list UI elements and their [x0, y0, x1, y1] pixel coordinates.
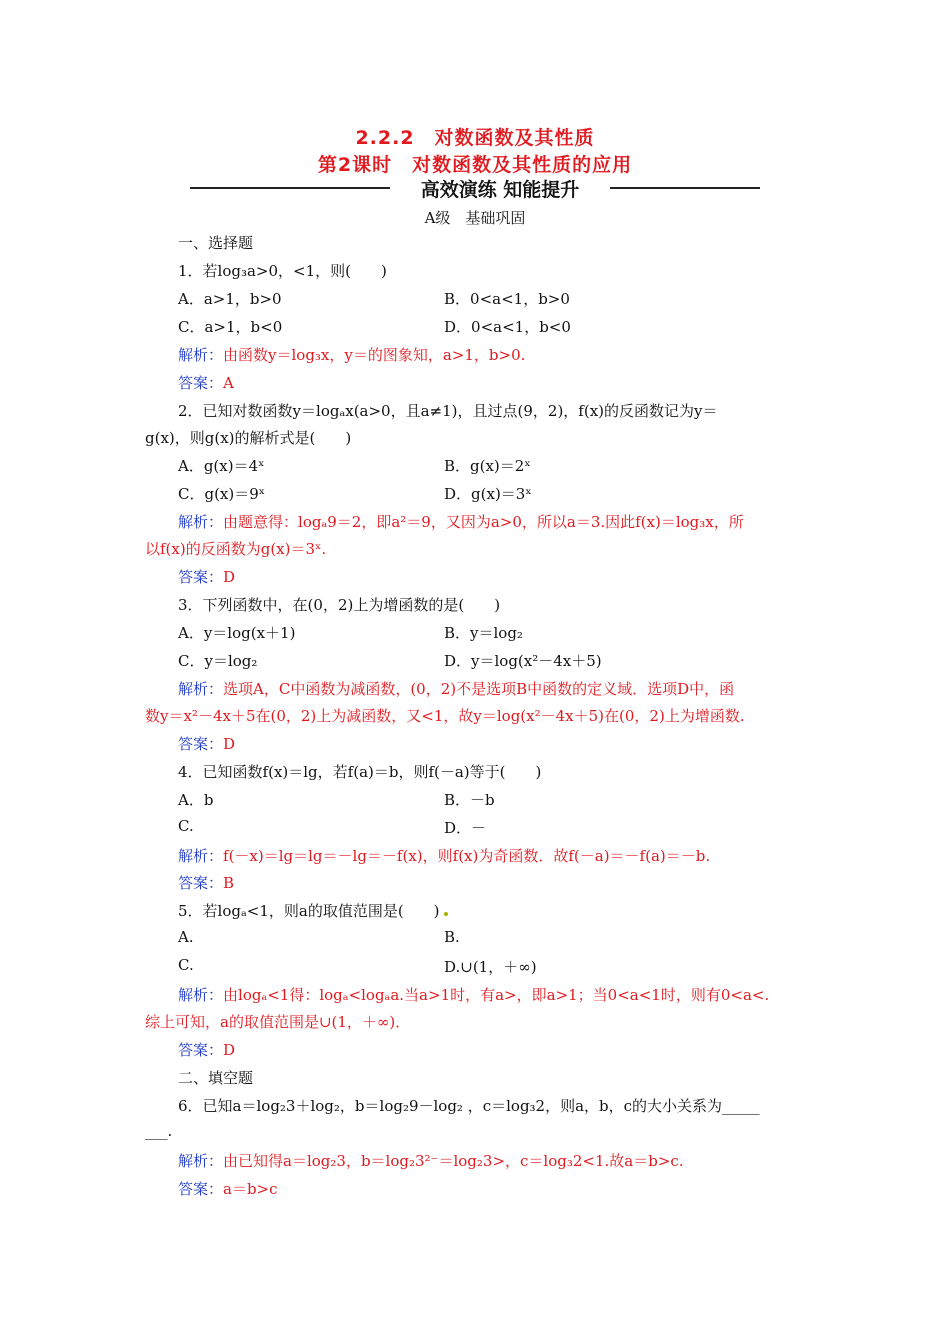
- question-1-analysis: [178, 344, 525, 365]
- question-3-option-a: A．y＝log(x＋1): [178, 624, 296, 642]
- question-2-stem-line-2: g(x)，则g(x)的解析式是( ): [145, 429, 352, 447]
- question-6-analysis: [178, 1150, 684, 1171]
- question-6-answer: [178, 1178, 278, 1199]
- banner-text: 高效演练 知能提升: [420, 179, 580, 201]
- analysis-label: 解析：: [178, 346, 224, 364]
- analysis-label: 解析：: [178, 986, 224, 1004]
- question-6-stem-line-1: 6．已知a＝log₂3＋log₂，b＝log₂9－log₂ ，c＝log₃2，则a，b，c的大小关系为_____: [178, 1097, 760, 1115]
- answer-label: 答案：: [178, 1041, 224, 1059]
- analysis-label: 解析：: [178, 847, 224, 865]
- answer-text: D: [223, 568, 236, 586]
- question-5-analysis-line-1: [178, 984, 769, 1005]
- analysis-text: 由题意得：logₐ9＝2，即a²＝9，又因为a>0，所以a＝3.因此f(x)＝log₃x，所: [223, 513, 744, 531]
- analysis-text: 由函数y＝log₃x，y＝的图象知，a>1，b>0.: [223, 346, 526, 364]
- question-1-option-a: A．a>1，b>0: [178, 290, 282, 308]
- question-2-answer: [178, 566, 235, 587]
- question-5-stem: 5．若logₐ<1，则a的取值范围是( ): [178, 902, 440, 920]
- question-3-answer: [178, 733, 235, 754]
- question-4-stem: 4．已知函数f(x)＝lg，若f(a)＝b，则f(－a)等于( ): [178, 763, 542, 781]
- question-3-option-c: C．y＝log₂: [178, 652, 258, 670]
- answer-label: 答案：: [178, 735, 224, 753]
- answer-text: D: [223, 1041, 236, 1059]
- question-5-option-a: A.: [178, 928, 194, 946]
- title-line-2: 第2课时 对数函数及其性质的应用: [317, 154, 633, 176]
- section-heading-choice: 一、选择题: [178, 234, 254, 252]
- answer-text: a＝b>c: [223, 1180, 278, 1198]
- answer-label: 答案：: [178, 374, 224, 392]
- analysis-text: 选项A，C中函数为减函数，(0，2)不是选项B中函数的定义域．选项D中，函: [223, 680, 735, 698]
- question-5-analysis-line-2: 综上可知，a的取值范围是∪(1，＋∞)．: [145, 1013, 411, 1031]
- question-3-analysis-line-2: 数y＝x²－4x＋5在(0，2)上为减函数，又<1，故y＝log(x²－4x＋5)在(0，2)上为增函数.: [145, 707, 745, 725]
- question-1-answer: [178, 372, 234, 393]
- analysis-label: 解析：: [178, 1152, 224, 1170]
- question-2-stem-line-1: 2．已知对数函数y＝logₐx(a>0，且a≠1)，且过点(9，2)，f(x)的反函数记为y＝: [178, 402, 718, 420]
- banner-left-rule: [190, 187, 390, 189]
- question-2-analysis-line-2: 以f(x)的反函数为g(x)＝3ˣ.: [145, 540, 327, 558]
- question-4-option-c: C.: [178, 817, 194, 835]
- question-2-analysis-line-1: [178, 511, 744, 532]
- question-5-option-b: B.: [444, 928, 460, 946]
- answer-label: 答案：: [178, 568, 224, 586]
- question-1-option-d: D．0<a<1，b<0: [444, 318, 571, 336]
- decorative-dot: [444, 912, 448, 916]
- analysis-text: f(－x)＝lg＝lg＝－lg＝－f(x)，则f(x)为奇函数．故f(－a)＝－f(a)＝－b.: [223, 847, 711, 865]
- question-2-option-a: A．g(x)＝4ˣ: [178, 457, 265, 475]
- analysis-text: 由logₐ<1得：logₐ<logₐa.当a>1时，有a>，即a>1；当0<a<1时，则有0<a<.: [223, 986, 770, 1004]
- answer-label: 答案：: [178, 1180, 224, 1198]
- level-heading: A级 基础巩固: [424, 209, 526, 227]
- question-5-answer: [178, 1039, 235, 1060]
- answer-text: A: [223, 374, 234, 392]
- title-line-1: 2.2.2 对数函数及其性质: [355, 127, 595, 149]
- section-banner: [190, 176, 760, 201]
- question-6-stem-line-2: ___.: [145, 1122, 173, 1140]
- question-2-option-c: C．g(x)＝9ˣ: [178, 485, 266, 503]
- question-4-analysis: [178, 845, 710, 866]
- section-heading-fill-in: 二、填空题: [178, 1069, 254, 1087]
- analysis-label: 解析：: [178, 513, 224, 531]
- question-2-option-d: D．g(x)＝3ˣ: [444, 485, 532, 503]
- question-5-option-d: D.∪(1，＋∞): [444, 958, 537, 976]
- question-1-stem: 1．若log₃a>0，<1，则( ): [178, 262, 387, 280]
- question-4-option-d: D．－: [444, 819, 487, 837]
- question-4-answer: [178, 872, 234, 893]
- question-3-option-d: D．y＝log(x²－4x＋5): [444, 652, 602, 670]
- analysis-text: 由已知得a＝log₂3，b＝log₂3²⁻＝log₂3>，c＝log₃2<1.故a＝b>c.: [223, 1152, 684, 1170]
- question-3-stem: 3．下列函数中，在(0，2)上为增函数的是( ): [178, 596, 501, 614]
- question-3-option-b: B．y＝log₂: [444, 624, 523, 642]
- question-1-option-c: C．a>1，b<0: [178, 318, 283, 336]
- question-2-option-b: B．g(x)＝2ˣ: [444, 457, 531, 475]
- question-3-analysis-line-1: [178, 678, 734, 699]
- answer-text: D: [223, 735, 236, 753]
- answer-label: 答案：: [178, 874, 224, 892]
- question-5-option-c: C.: [178, 956, 194, 974]
- analysis-label: 解析：: [178, 680, 224, 698]
- answer-text: B: [223, 874, 235, 892]
- question-1-option-b: B．0<a<1，b>0: [444, 290, 570, 308]
- banner-right-rule: [610, 187, 760, 189]
- question-4-option-a: A．b: [178, 791, 214, 809]
- question-4-option-b: B．－b: [444, 791, 495, 809]
